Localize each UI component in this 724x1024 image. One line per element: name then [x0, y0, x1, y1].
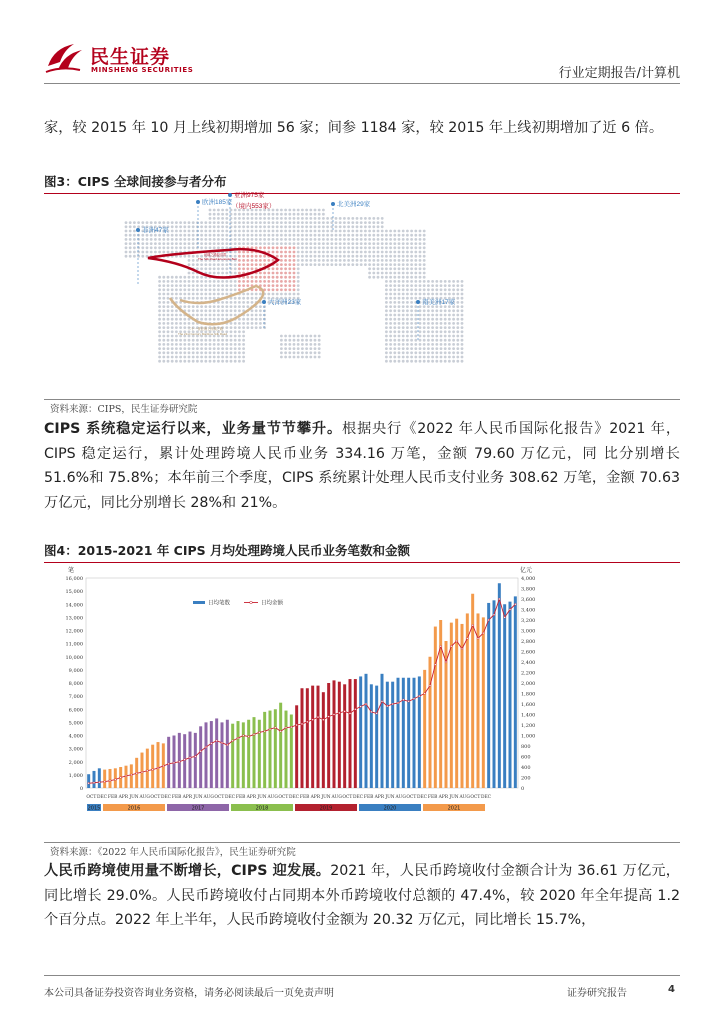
amount-point — [477, 637, 479, 639]
bar — [493, 600, 496, 788]
x-tick-label: JUN — [193, 795, 203, 800]
y-right-tick-label: 800 — [521, 744, 531, 750]
bar — [343, 684, 346, 788]
y-right-tick-label: 2,200 — [521, 670, 536, 677]
amount-point — [216, 740, 218, 742]
x-tick-label: OCT — [214, 795, 225, 800]
amount-point — [280, 730, 282, 732]
bar — [258, 720, 261, 788]
amount-point — [258, 731, 260, 733]
bar — [434, 627, 437, 788]
amount-point — [509, 609, 511, 611]
amount-point — [237, 737, 239, 739]
amount-point — [232, 740, 234, 742]
y-right-tick-label: 1,400 — [521, 712, 536, 719]
bar — [253, 717, 256, 788]
bar — [514, 596, 517, 788]
amount-point — [248, 736, 250, 738]
y-left-tick-label: 16,000 — [65, 576, 83, 582]
year-label: 2018 — [255, 805, 269, 812]
footer-divider — [44, 975, 680, 976]
amount-point — [488, 619, 490, 621]
x-tick-label: FEB — [107, 795, 118, 800]
amount-point — [136, 772, 138, 774]
y-left-tick-label: 14,000 — [65, 602, 83, 609]
x-tick-label: FEB — [299, 795, 310, 800]
bar — [407, 678, 410, 788]
y-right-tick-label: 3,200 — [521, 618, 536, 624]
bar — [151, 745, 154, 788]
legend-label-count: 日均笔数 — [208, 600, 231, 607]
y-left-tick-label: 11,000 — [65, 641, 83, 648]
amount-point — [274, 727, 276, 729]
amount-point — [226, 744, 228, 746]
y-left-tick-label: 13,000 — [65, 615, 83, 622]
amount-point — [418, 695, 420, 697]
amount-point — [290, 726, 292, 728]
bar — [98, 768, 101, 788]
amount-point — [328, 716, 330, 718]
x-tick-label: DEC — [224, 795, 236, 800]
y-left-tick-label: 0 — [79, 786, 83, 792]
x-tick-label: JUN — [385, 795, 395, 800]
x-tick-label: AUG — [331, 795, 342, 800]
bar — [354, 679, 357, 788]
x-tick-label: AUG — [395, 795, 406, 800]
bar — [274, 709, 277, 788]
amount-point — [344, 710, 346, 712]
amount-point — [381, 700, 383, 702]
amount-point — [146, 770, 148, 772]
amount-point — [498, 598, 500, 600]
x-tick-label: JUN — [257, 795, 267, 800]
amount-point — [354, 708, 356, 710]
amount-point — [205, 746, 207, 748]
y-left-tick-label: 15,000 — [65, 589, 83, 596]
footer-report-type: 证券研究报告 — [567, 988, 627, 999]
amount-point — [253, 734, 255, 736]
bar — [141, 753, 144, 788]
bar — [221, 722, 224, 788]
header-divider — [44, 83, 680, 84]
amount-point — [482, 632, 484, 634]
x-tick-label: DEC — [352, 795, 364, 800]
amount-point — [493, 614, 495, 616]
amount-point — [210, 742, 212, 744]
figure4-source: 资料来源：《2022 年人民币国际化报告》，民生证券研究院 — [50, 847, 296, 858]
y-left-axis-label: 笔 — [68, 567, 75, 574]
amount-point — [200, 750, 202, 752]
bar — [290, 715, 293, 789]
label-north-america: 北美洲29家 — [337, 201, 371, 208]
bar — [471, 594, 474, 788]
x-tick-label: AUG — [267, 795, 278, 800]
legend-marker-amount — [250, 601, 253, 604]
amount-point — [152, 769, 154, 771]
bar — [386, 682, 389, 788]
figure4-source-divider — [44, 842, 680, 843]
x-tick-label: FEB — [427, 795, 438, 800]
amount-point — [120, 777, 122, 779]
x-tick-label: APR — [118, 795, 129, 800]
x-tick-label: FEB — [171, 795, 182, 800]
amount-point — [312, 719, 314, 721]
bar — [509, 602, 512, 788]
rmb-cross-border-paragraph — [44, 859, 680, 933]
minsheng-logo-icon — [44, 40, 84, 74]
bar — [418, 676, 421, 788]
y-left-tick-label: 6,000 — [68, 707, 83, 714]
y-right-tick-label: 400 — [521, 765, 531, 771]
x-tick-label: DEC — [416, 795, 428, 800]
year-label: 2016 — [127, 805, 141, 812]
year-label: 2019 — [319, 805, 333, 812]
year-label: 2015 — [87, 805, 101, 812]
bar — [498, 583, 501, 788]
amount-point — [301, 723, 303, 725]
y-left-tick-label: 2,000 — [68, 759, 83, 766]
y-right-tick-label: 3,800 — [521, 586, 536, 593]
x-tick-label: OCT — [342, 795, 353, 800]
amount-point — [392, 703, 394, 705]
label-belt-road: 丝绸之路经济带 — [204, 253, 227, 257]
footer-disclaimer: 本公司具备证券投资咨询业务资格，请务必阅读最后一页免责声明 — [44, 988, 334, 999]
label-oceania: 大洋洲23家 — [268, 299, 302, 306]
x-tick-label: DEC — [288, 795, 300, 800]
amount-point — [296, 724, 298, 726]
y-left-tick-label: 4,000 — [68, 733, 83, 740]
bar — [178, 733, 181, 788]
bar — [279, 703, 282, 788]
amount-point — [189, 757, 191, 759]
bar — [413, 678, 416, 788]
amount-point — [456, 640, 458, 642]
report-type: 行业定期报告/计算机 — [558, 66, 680, 81]
label-maritime-road-en: The 21st Century Maritime Silk Road — [178, 332, 228, 336]
y-right-tick-label: 2,000 — [521, 681, 536, 687]
page-number: 4 — [668, 984, 675, 995]
bar — [295, 705, 298, 788]
rmb-cross-border-body: 2021 年，人民币跨境收付金额合计为 36.61 万亿元，同比增长 29.0%。人民币跨境收付占同期本外币跨境收付总额的 47.4%，较 2020 年全年提高 1.2 个百分点。2022 年上半年，人民币跨境收付金额为 20.32 万亿元，同比增长 15.7%， — [44, 863, 680, 928]
x-tick-label: OCT — [150, 795, 161, 800]
y-right-tick-label: 1,200 — [521, 723, 536, 729]
amount-point — [349, 713, 351, 715]
x-tick-label: APR — [182, 795, 193, 800]
amount-point — [376, 713, 378, 715]
bar — [242, 722, 245, 788]
y-right-tick-label: 2,400 — [521, 660, 536, 666]
logo-english-name: MINSHENG SECURITIES — [91, 66, 194, 74]
bar — [269, 711, 272, 788]
amount-point — [194, 756, 196, 758]
amount-point — [168, 763, 170, 765]
bar — [365, 674, 368, 788]
world-map-figure — [118, 190, 538, 395]
label-asia: 亚洲975家 — [234, 192, 265, 199]
cips-monthly-chart — [46, 563, 586, 838]
bar — [167, 737, 170, 788]
x-tick-label: APR — [438, 795, 449, 800]
amount-point — [360, 706, 362, 708]
x-tick-label: FEB — [235, 795, 246, 800]
amount-point — [424, 693, 426, 695]
year-label: 2021 — [447, 805, 461, 812]
amount-point — [264, 730, 266, 732]
x-tick-label: AUG — [203, 795, 214, 800]
x-tick-label: APR — [246, 795, 257, 800]
bar — [317, 686, 320, 788]
amount-point — [173, 762, 175, 764]
bar — [109, 769, 112, 788]
figure3-title: 图3：CIPS 全球间接参与者分布 — [44, 172, 680, 194]
x-tick-label: FEB — [363, 795, 374, 800]
intro-paragraph: 家，较 2015 年 10 月上线初期增加 56 家；间参 1184 家，较 2015 年上线初期增加了近 6 倍。 — [44, 120, 664, 136]
bar — [87, 774, 90, 788]
x-tick-label: OCT — [406, 795, 417, 800]
bar — [301, 688, 304, 788]
bar — [359, 676, 362, 788]
x-tick-label: OCT — [86, 795, 97, 800]
amount-point — [466, 637, 468, 639]
bar — [189, 732, 192, 788]
legend-swatch-count — [193, 601, 205, 604]
amount-point — [402, 699, 404, 701]
bar — [194, 733, 197, 788]
y-left-tick-label: 12,000 — [65, 628, 83, 635]
bar — [231, 724, 234, 788]
bar — [429, 657, 432, 788]
amount-point — [370, 711, 372, 713]
amount-point — [397, 702, 399, 704]
x-tick-label: DEC — [96, 795, 108, 800]
amount-point — [104, 781, 106, 783]
label-maritime-road: 二十一世纪海上丝绸之路 — [188, 327, 224, 331]
amount-point — [130, 774, 132, 776]
x-tick-label: OCT — [278, 795, 289, 800]
amount-point — [429, 685, 431, 687]
amount-point — [125, 775, 127, 777]
bar — [397, 678, 400, 788]
amount-point — [93, 782, 95, 784]
y-right-tick-label: 3,600 — [521, 597, 536, 603]
amount-point — [306, 721, 308, 723]
map-dots — [125, 209, 464, 363]
y-right-tick-label: 600 — [521, 754, 531, 761]
cips-growth-body: 根据央行《2022 年人民币国际化报告》2021 年，CIPS 稳定运行，累计处理跨境人民币业务 334.16 万笔，金额 79.60 万亿元，同 比分别增长 51.6%和 75.8%；本年前三个季度，CIPS 系统累计处理人民币支付业务 308.62 万笔，金额 70.63 万亿元，同比分别增长 28%和 21%。 — [44, 421, 681, 511]
amount-point — [285, 727, 287, 729]
rmb-cross-border-headline: 人民币跨境使用量不断增长，CIPS 迎发展。 — [44, 863, 331, 879]
bar — [237, 721, 240, 788]
amount-point — [88, 782, 90, 784]
bar — [423, 670, 426, 788]
page-header — [0, 0, 724, 86]
y-left-tick-label: 9,000 — [68, 667, 83, 674]
bar — [146, 749, 149, 788]
y-left-tick-label: 8,000 — [68, 681, 83, 687]
bar — [205, 722, 208, 788]
amount-point — [178, 761, 180, 763]
amount-point — [157, 767, 159, 769]
bar — [285, 711, 288, 788]
amount-point — [514, 603, 516, 605]
bar — [349, 679, 352, 788]
bar — [215, 718, 218, 788]
amount-point — [162, 765, 164, 767]
bar — [322, 692, 325, 788]
y-right-tick-label: 2,600 — [521, 649, 536, 656]
bar — [311, 686, 314, 788]
amount-point — [242, 735, 244, 737]
amount-point — [221, 742, 223, 744]
bar — [455, 619, 458, 788]
x-tick-label: JUN — [321, 795, 331, 800]
amount-point — [408, 700, 410, 702]
bar — [375, 686, 378, 788]
bar — [114, 768, 117, 788]
amount-point — [322, 719, 324, 721]
amount-point — [504, 616, 506, 618]
bar — [487, 603, 490, 788]
bar — [338, 682, 341, 788]
y-right-tick-label: 3,000 — [521, 628, 536, 635]
cips-growth-paragraph — [44, 417, 680, 515]
label-belt-road-en: The Silk Road Economic Belt — [198, 257, 237, 261]
y-right-tick-label: 1,600 — [521, 702, 536, 708]
y-right-tick-label: 1,000 — [521, 733, 536, 740]
bar — [210, 721, 213, 788]
year-label: 2017 — [191, 805, 205, 812]
x-tick-label: JUN — [449, 795, 459, 800]
y-left-tick-label: 7,000 — [68, 694, 83, 701]
bar — [306, 688, 309, 788]
bar — [391, 682, 394, 788]
amount-point — [98, 781, 100, 783]
bar — [226, 720, 229, 788]
y-right-tick-label: 2,800 — [521, 639, 536, 645]
x-tick-label: OCT — [470, 795, 481, 800]
bar — [333, 680, 336, 788]
logo-chinese-name: 民生证券 — [90, 46, 171, 68]
y-right-axis-label: 亿元 — [520, 567, 533, 574]
bar — [130, 764, 133, 788]
y-right-tick-label: 0 — [521, 786, 525, 792]
legend-label-amount: 日均金额 — [261, 600, 284, 607]
bar — [247, 720, 250, 788]
cips-growth-headline: CIPS 系统稳定运行以来，业务量节节攀升。 — [44, 421, 343, 437]
amount-point — [184, 759, 186, 761]
x-tick-label: AUG — [459, 795, 470, 800]
amount-point — [434, 664, 436, 666]
amount-point — [440, 645, 442, 647]
bar — [103, 770, 106, 788]
x-tick-label: DEC — [160, 795, 172, 800]
bar — [381, 674, 384, 788]
amount-point — [445, 661, 447, 663]
y-right-tick-label: 200 — [521, 775, 531, 782]
y-right-tick-label: 3,400 — [521, 607, 536, 614]
bar — [477, 613, 480, 788]
x-tick-label: APR — [374, 795, 385, 800]
bar — [93, 771, 96, 788]
amount-point — [317, 716, 319, 718]
x-tick-label: APR — [310, 795, 321, 800]
label-africa: 非洲47家 — [142, 227, 169, 234]
y-left-tick-label: 3,000 — [68, 746, 83, 753]
figure3-source: 资料来源：CIPS，民生证券研究院 — [50, 404, 198, 415]
amount-point — [386, 705, 388, 707]
amount-point — [333, 714, 335, 716]
bar — [199, 726, 202, 788]
label-south-america: 南美洲17家 — [422, 299, 456, 306]
amount-point — [338, 712, 340, 714]
y-left-tick-label: 10,000 — [65, 654, 83, 661]
amount-point — [450, 645, 452, 647]
bar — [482, 617, 485, 788]
amount-point — [472, 624, 474, 626]
bar — [157, 742, 160, 788]
amount-point — [109, 780, 111, 782]
bar — [503, 604, 506, 788]
y-right-tick-label: 4,000 — [521, 576, 536, 582]
label-asia-domestic: （境内553家） — [232, 203, 276, 210]
y-left-tick-label: 5,000 — [68, 720, 83, 727]
x-tick-label: AUG — [139, 795, 150, 800]
bar — [402, 678, 405, 788]
figure4-title: 图4：2015-2021 年 CIPS 月均处理跨境人民币业务笔数和金额 — [44, 541, 680, 563]
amount-point — [413, 698, 415, 700]
x-tick-label: DEC — [480, 795, 492, 800]
x-tick-label: JUN — [129, 795, 139, 800]
amount-point — [114, 779, 116, 781]
bar — [370, 684, 373, 788]
amount-point — [461, 648, 463, 650]
label-europe: 欧洲185家 — [202, 199, 233, 206]
amount-point — [141, 771, 143, 773]
year-label: 2020 — [383, 805, 397, 812]
bar — [327, 683, 330, 788]
bar — [263, 712, 266, 788]
amount-point — [269, 728, 271, 730]
figure3-source-divider — [44, 399, 680, 400]
amount-point — [365, 703, 367, 705]
bar — [183, 734, 186, 788]
y-right-tick-label: 1,800 — [521, 691, 536, 698]
y-left-tick-label: 1,000 — [68, 772, 83, 779]
